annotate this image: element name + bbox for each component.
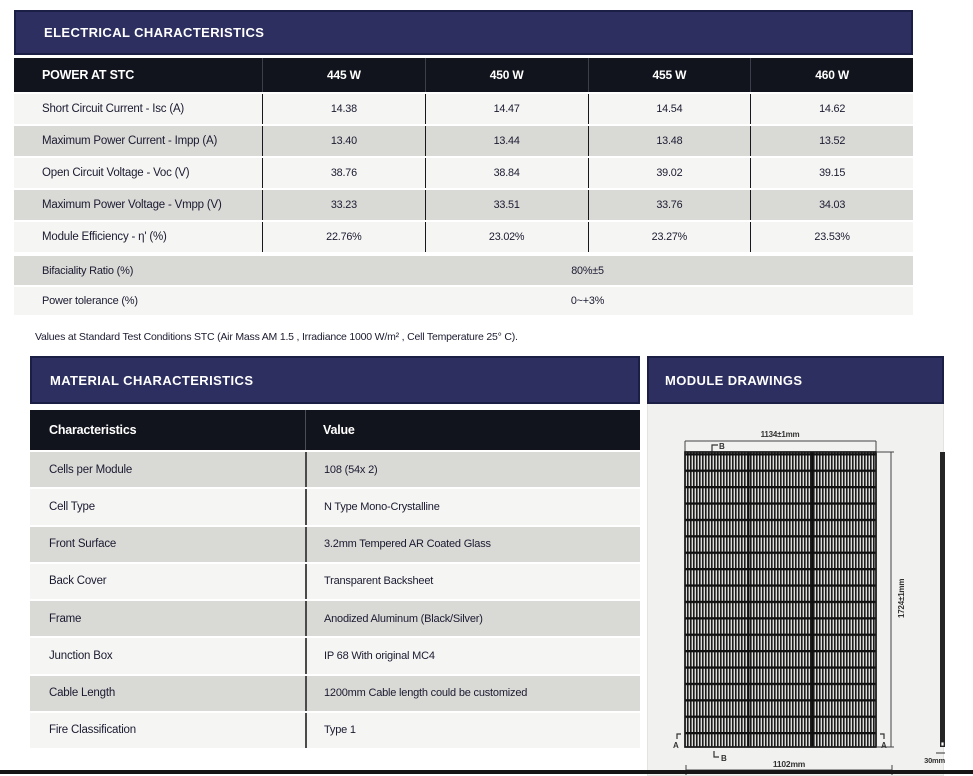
power-at-stc-header: POWER AT STC bbox=[42, 68, 135, 82]
row-label: Back Cover bbox=[49, 575, 107, 588]
module-drawing-canvas bbox=[647, 404, 944, 776]
cell-value: 14.54 bbox=[588, 94, 751, 124]
table-row-fire-classification bbox=[30, 711, 640, 748]
cell-value: 14.38 bbox=[262, 94, 425, 124]
material-section bbox=[30, 356, 640, 748]
cell-value: 13.48 bbox=[588, 126, 751, 156]
column-header-445w: 445 W bbox=[262, 58, 425, 92]
column-header-460w: 460 W bbox=[750, 58, 913, 92]
cell-value: 13.52 bbox=[750, 126, 913, 156]
row-label: Open Circuit Voltage - Voc (V) bbox=[42, 167, 190, 179]
table-row-voc bbox=[14, 156, 913, 188]
cell-value: 80%±5 bbox=[571, 264, 604, 277]
cell-value: 39.15 bbox=[750, 158, 913, 188]
module-drawing-svg bbox=[648, 404, 945, 776]
table-row-efficiency bbox=[14, 220, 913, 252]
stc-conditions-note: Values at Standard Test Conditions STC (Air Mass AM 1.5 , Irradiance 1000 W/m² , Cell Temperature 25° C). bbox=[35, 331, 518, 343]
column-header-450w: 450 W bbox=[425, 58, 588, 92]
row-label: Cable Length bbox=[49, 687, 116, 700]
module-drawings-header bbox=[647, 356, 944, 404]
panel-side-view bbox=[924, 452, 945, 765]
material-section-title: MATERIAL CHARACTERISTICS bbox=[50, 372, 254, 388]
table-row-frame bbox=[30, 599, 640, 636]
row-label: Power tolerance (%) bbox=[42, 295, 138, 307]
row-label: Maximum Power Current - Impp (A) bbox=[42, 135, 218, 147]
cell-value: Anodized Aluminum (Black/Silver) bbox=[305, 601, 640, 636]
table-row-back-cover bbox=[30, 562, 640, 599]
material-table-header-row bbox=[30, 410, 640, 450]
dimension-height-label: 1724±1mm bbox=[897, 578, 906, 618]
electrical-section-header bbox=[14, 10, 913, 55]
dimension-width-label: 1134±1mm bbox=[760, 430, 800, 439]
cell-value: 33.23 bbox=[262, 190, 425, 220]
cell-value: 38.76 bbox=[262, 158, 425, 188]
row-label: Frame bbox=[49, 612, 82, 625]
characteristics-column-header: Characteristics bbox=[49, 423, 137, 437]
cell-value: 13.44 bbox=[425, 126, 588, 156]
row-label: Short Circuit Current - Isc (A) bbox=[42, 103, 185, 115]
cell-value: 1200mm Cable length could be customized bbox=[305, 676, 640, 711]
table-row-cable-length bbox=[30, 674, 640, 711]
cell-value: 23.27% bbox=[588, 222, 751, 252]
cell-value: 3.2mm Tempered AR Coated Glass bbox=[305, 527, 640, 562]
material-table bbox=[30, 410, 640, 748]
section-b-bottom-label: B bbox=[721, 754, 727, 763]
row-label: Front Surface bbox=[49, 538, 117, 551]
electrical-table-header-row bbox=[14, 58, 913, 92]
cell-value: Transparent Backsheet bbox=[305, 564, 640, 599]
cell-value: 34.03 bbox=[750, 190, 913, 220]
cell-value: 0~+3% bbox=[570, 295, 605, 307]
cell-value: 14.62 bbox=[750, 94, 913, 124]
table-row-power-tolerance bbox=[14, 285, 913, 315]
page-bottom-rule bbox=[0, 770, 973, 774]
dimension-bottom-label: 1102mm bbox=[772, 759, 806, 769]
electrical-section bbox=[14, 10, 913, 315]
cell-value: 108 (54x 2) bbox=[305, 452, 640, 487]
cell-value: 14.47 bbox=[425, 94, 588, 124]
module-drawings-section bbox=[647, 356, 944, 776]
row-label: Maximum Power Voltage - Vmpp (V) bbox=[42, 199, 222, 211]
value-column-header: Value bbox=[305, 410, 640, 450]
cell-value: IP 68 With original MC4 bbox=[305, 638, 640, 673]
row-label: Cell Type bbox=[49, 500, 95, 513]
table-row-cell-type bbox=[30, 487, 640, 524]
cell-value: 23.53% bbox=[750, 222, 913, 252]
electrical-table bbox=[14, 58, 913, 315]
row-label: Junction Box bbox=[49, 649, 113, 662]
cell-value: 38.84 bbox=[425, 158, 588, 188]
section-a-right-label: A bbox=[881, 741, 887, 750]
dimension-thickness-label: 30mm bbox=[924, 756, 945, 765]
row-label: Module Efficiency - η' (%) bbox=[42, 231, 167, 243]
cell-value: 33.76 bbox=[588, 190, 751, 220]
cell-value: 22.76% bbox=[262, 222, 425, 252]
table-row-impp bbox=[14, 124, 913, 156]
row-label: Fire Classification bbox=[49, 724, 136, 737]
section-b-top-label: B bbox=[719, 442, 725, 451]
panel-front-view bbox=[685, 452, 876, 747]
table-row-front-surface bbox=[30, 525, 640, 562]
cell-value: 13.40 bbox=[262, 126, 425, 156]
module-drawings-title: MODULE DRAWINGS bbox=[665, 372, 803, 388]
table-row-bifaciality bbox=[14, 256, 913, 285]
material-section-header bbox=[30, 356, 640, 404]
column-header-455w: 455 W bbox=[588, 58, 751, 92]
cell-value: N Type Mono-Crystalline bbox=[305, 489, 640, 524]
cell-value: 33.51 bbox=[425, 190, 588, 220]
row-label: Cells per Module bbox=[49, 463, 133, 476]
cell-value: 39.02 bbox=[588, 158, 751, 188]
electrical-section-title: ELECTRICAL CHARACTERISTICS bbox=[44, 25, 265, 40]
table-row-vmpp bbox=[14, 188, 913, 220]
row-label: Bifaciality Ratio (%) bbox=[42, 264, 134, 277]
cell-value: 23.02% bbox=[425, 222, 588, 252]
table-row-junction-box bbox=[30, 636, 640, 673]
table-row-isc bbox=[14, 92, 913, 124]
section-a-left-label: A bbox=[673, 741, 679, 750]
cell-value: Type 1 bbox=[305, 713, 640, 748]
table-row-cells-per-module bbox=[30, 450, 640, 487]
